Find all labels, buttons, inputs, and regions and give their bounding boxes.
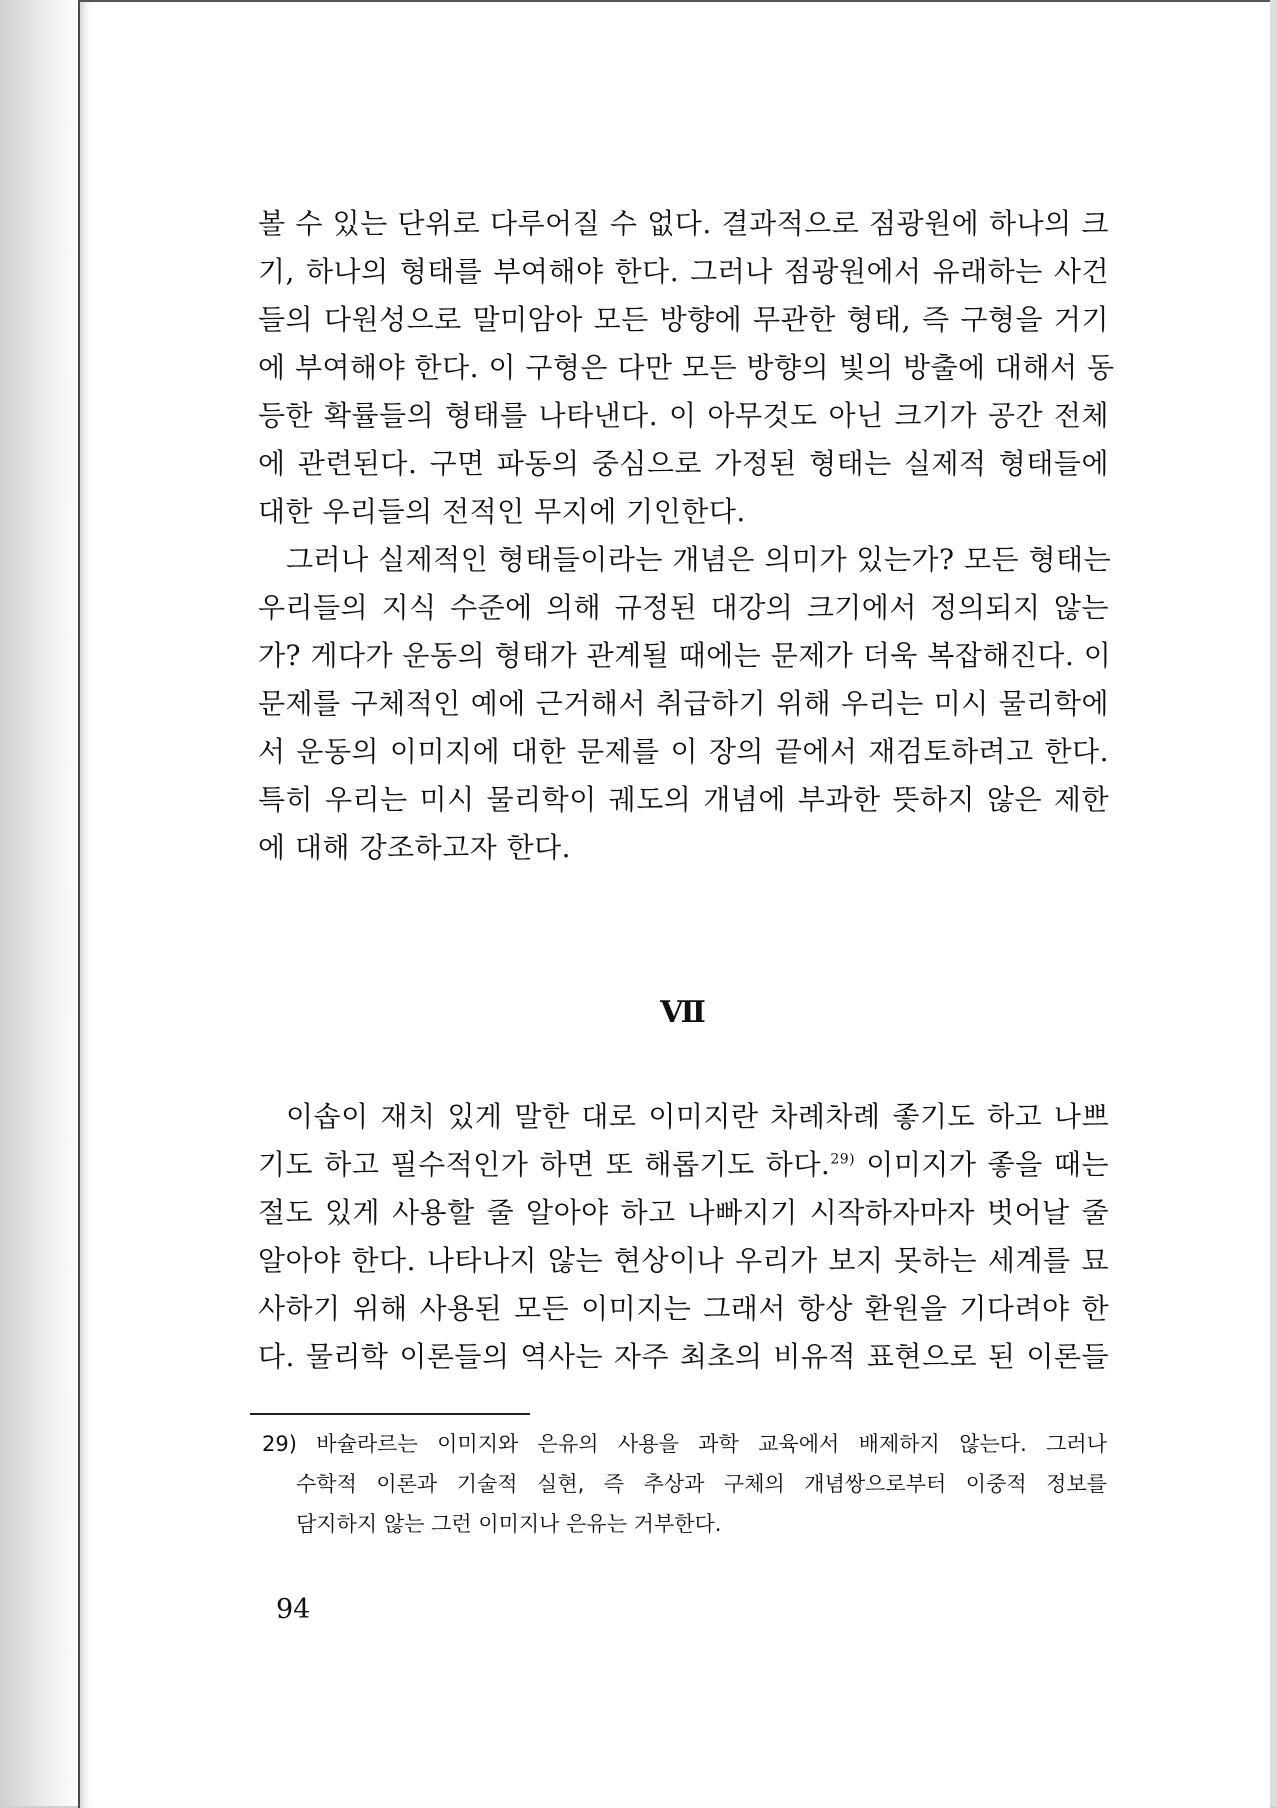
text-line: 볼 수 있는 단위로 다루어질 수 없다. 결과적으로 점광원에 하나의 크 (258, 207, 1109, 240)
text-line: 알아야 한다. 나타나지 않는 현상이나 우리가 보지 못하는 세계를 묘 (258, 1244, 1109, 1277)
text-line: 들의 다원성으로 말미암아 모든 방향에 무관한 형태, 즉 구형을 거기 (258, 303, 1109, 336)
paragraph-1 (258, 200, 1115, 536)
text-line: 서 운동의 이미지에 대한 문제를 이 장의 끝에서 재검토하려고 한다. (258, 735, 1109, 768)
footnote-line: 담지하지 않는 그런 이미지나 은유는 거부한다. (296, 1512, 722, 1536)
text-line: 에 관련된다. 구면 파동의 중심으로 가정된 형태는 실제적 형태들에 (258, 447, 1109, 480)
text-line: 기, 하나의 형태를 부여해야 한다. 그러나 점광원에서 유래하는 사건 (258, 255, 1109, 288)
footnote-block (262, 1424, 1107, 1544)
paragraph-2 (258, 536, 1112, 872)
footnote-line: 29) 바슐라르는 이미지와 은유의 사용을 과학 교육에서 배제하지 않는다. 그러나 (262, 1432, 1107, 1456)
paragraph-3 (258, 1093, 1109, 1381)
text-line-with-footnote-ref (258, 1141, 1109, 1189)
body-text-bottom (258, 1093, 1109, 1381)
text-line: 그러나 실제적인 형태들이라는 개념은 의미가 있는가? 모든 형태는 (286, 543, 1112, 576)
text-line: 절도 있게 사용할 줄 알아야 하고 나빠지기 시작하자마자 벗어날 줄 (258, 1196, 1109, 1229)
body-text-top (258, 200, 1115, 872)
text-line: 대한 우리들의 전적인 무지에 기인한다. (258, 495, 746, 528)
text-line: 가? 게다가 운동의 형태가 관계될 때에는 문제가 더욱 복잡해진다. 이 (258, 639, 1112, 672)
text-line: 등한 확률들의 형태를 나타낸다. 이 아무것도 아닌 크기가 공간 전체 (258, 399, 1109, 432)
text-line: 특히 우리는 미시 물리학이 궤도의 개념에 부과한 뜻하지 않은 제한 (258, 783, 1109, 816)
footnote-divider (250, 1413, 530, 1415)
text-line: 에 부여해야 한다. 이 구형은 다만 모든 방향의 빛의 방출에 대해서 동 (258, 351, 1115, 384)
text-line: 에 대해 강조하고자 한다. (258, 831, 572, 864)
text-line: 다. 물리학 이론들의 역사는 자주 최초의 비유적 표현으로 된 이론들 (258, 1340, 1109, 1373)
text-segment: 기도 하고 필수적인가 하면 또 해롭기도 하다. (258, 1148, 831, 1181)
page-number: 94 (276, 1594, 311, 1625)
text-line: 이솝이 재치 있게 말한 대로 이미지란 차례차례 좋기도 하고 나쁘 (286, 1100, 1109, 1133)
text-line: 문제를 구체적인 예에 근거해서 취급하기 위해 우리는 미시 물리학에 (258, 687, 1109, 720)
footnote-line: 수학적 이론과 기술적 실현, 즉 추상과 구체의 개념쌍으로부터 이중적 정보를 (296, 1472, 1107, 1496)
text-segment: 이미지가 좋을 때는 (855, 1148, 1109, 1181)
footnote-reference[interactable]: 29) (830, 1151, 856, 1168)
section-heading: Ⅶ (660, 995, 707, 1030)
text-line: 사하기 위해 사용된 모든 이미지는 그래서 항상 환원을 기다려야 한 (258, 1292, 1109, 1325)
text-line: 우리들의 지식 수준에 의해 규정된 대강의 크기에서 정의되지 않는 (258, 591, 1109, 624)
